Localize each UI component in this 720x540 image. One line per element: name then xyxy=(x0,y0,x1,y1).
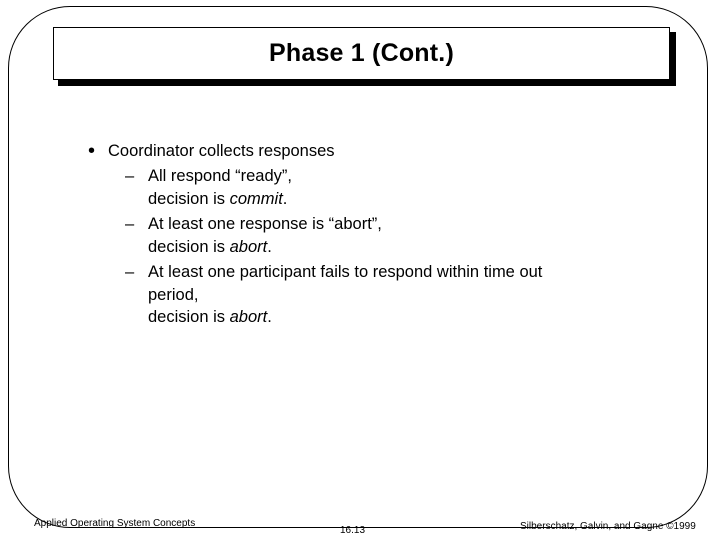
subpoint-3-line-2: period, xyxy=(148,286,199,304)
subpoint-text: . xyxy=(267,308,272,326)
subpoint-text: decision is xyxy=(148,308,230,326)
emphasis-text: commit xyxy=(229,190,283,208)
emphasis-text: abort xyxy=(229,308,268,326)
footer-course-title: Applied Operating System Concepts xyxy=(34,518,196,529)
footer-page-number: 16.13 xyxy=(340,525,366,536)
subpoint-3-line-1: At least one participant fails to respond within time out xyxy=(148,263,543,281)
subpoint-text: decision is xyxy=(148,190,230,208)
subpoint-2-line-1: At least one response is “abort”, xyxy=(148,215,382,233)
subpoint-1-line-1: All respond “ready”, xyxy=(148,167,292,185)
title-box xyxy=(53,27,670,80)
subpoint-3-line-3 xyxy=(148,305,272,329)
dash-marker: – xyxy=(125,167,135,185)
slide-title: Phase 1 (Cont.) xyxy=(269,39,454,67)
bullet-dot: • xyxy=(88,140,96,162)
emphasis-text: abort xyxy=(229,238,268,256)
bullet-text: Coordinator collects responses xyxy=(108,142,335,160)
subpoint-2-line-2 xyxy=(148,235,272,259)
subpoint-text: . xyxy=(282,190,288,208)
dash-marker: – xyxy=(125,263,135,281)
subpoint-text: decision is xyxy=(148,238,230,256)
dash-marker: – xyxy=(125,215,135,233)
footer-copyright: Silberschatz, Galvin, and Gagne ©1999 xyxy=(520,521,696,532)
subpoint-text: . xyxy=(267,238,272,256)
subpoint-1-line-2 xyxy=(148,187,287,211)
